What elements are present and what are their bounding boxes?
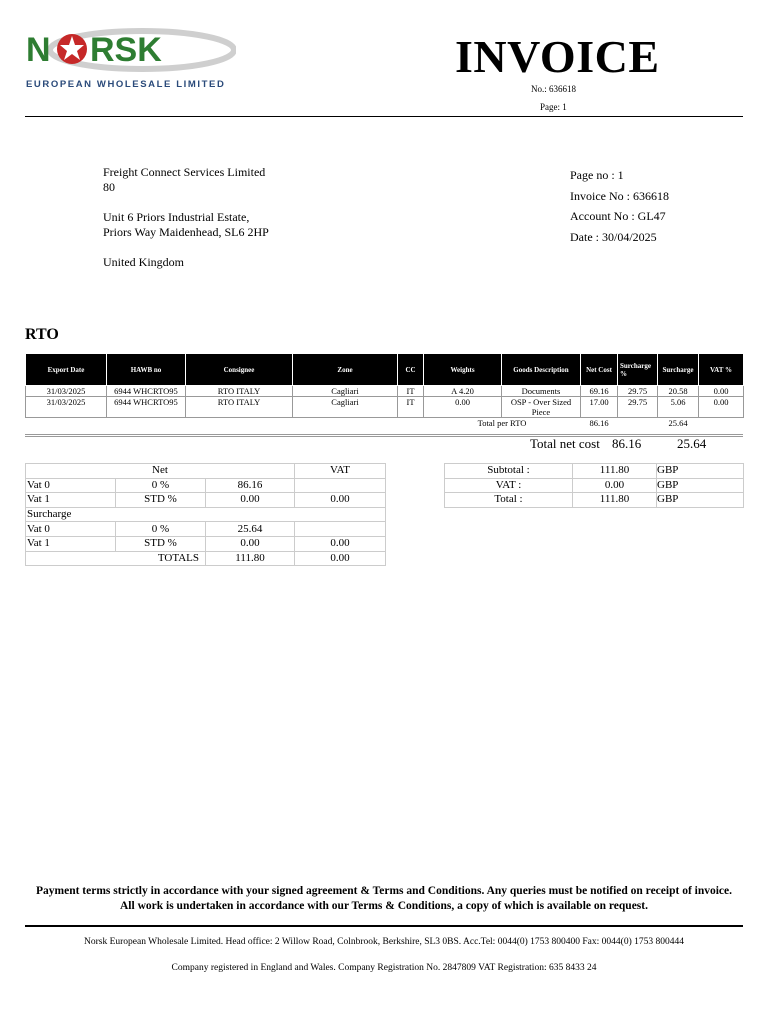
company-logo [24,26,236,92]
summary-value: 111.80 [573,493,657,508]
meta-page-no: Page no : 1 [570,168,624,182]
grand-total-net: 86.16 [612,436,642,451]
table-row [26,386,744,397]
table-cell: 29.75 [618,397,658,418]
col-header: Export Date [26,354,107,386]
grand-total-surcharge: 25.64 [677,436,707,451]
vat-cell: 0.00 [295,536,386,551]
address-line: Freight Connect Services Limited [103,165,266,179]
total-net-cost: 86.16 [581,418,618,429]
logo-tagline: EUROPEAN WHOLESALE LIMITED [26,79,226,90]
address-line: Priors Way Maidenhead, SL6 2HP [103,225,269,239]
total-surcharge: 25.64 [658,418,699,429]
total-divider [25,434,743,435]
vat-cell: STD % [116,536,206,551]
svg-text:RSK: RSK [90,31,162,69]
table-cell: RTO ITALY [186,386,293,397]
table-cell: 0.00 [699,397,744,418]
vat-cell: Vat 1 [26,493,116,508]
invoice-page: Page: 1 [540,102,567,112]
summary-label: VAT : [445,478,573,493]
address-line: Unit 6 Priors Industrial Estate, [103,210,250,224]
address-line: 80 [103,180,115,194]
table-cell: 31/03/2025 [26,386,107,397]
col-header: CC [398,354,424,386]
summary-row [445,493,744,508]
vat-cell: Vat 0 [26,522,116,537]
vat-totals-vat: 0.00 [295,551,386,566]
billing-address [103,165,269,270]
col-header: Surcharge [658,354,699,386]
vat-cell: 0.00 [295,493,386,508]
section-title: RTO [25,326,59,343]
vat-header-row [26,464,386,479]
table-cell: 0.00 [424,397,502,418]
vat-cell: 0 % [116,478,206,493]
vat-row [26,493,386,508]
terms-line-1: Payment terms strictly in accordance with your signed agreement & Terms and Conditions. Any queries must be notified on receipt of invoice. [35,885,733,897]
footer-registration: Company registered in England and Wales. Company Registration No. 2847809 VAT Registration: 635 8433 24 [171,963,597,973]
vat-cell: 0.00 [206,536,295,551]
table-cell: IT [398,397,424,418]
vat-cell [295,478,386,493]
col-header: Zone [293,354,398,386]
table-total-row [26,418,744,429]
header-divider [25,116,743,117]
col-header: Weights [424,354,502,386]
vat-cell: Vat 0 [26,478,116,493]
vat-totals-label: TOTALS [26,551,206,566]
table-cell: 31/03/2025 [26,397,107,418]
vat-totals-net: 111.80 [206,551,295,566]
invoice-summary-table [444,463,744,508]
table-cell: RTO ITALY [186,397,293,418]
total-per-label: Total per RTO [424,418,581,429]
summary-label: Total : [445,493,573,508]
norsk-logo-mark [24,26,236,78]
table-cell: 17.00 [581,397,618,418]
table-cell: 6944 WHCRTO95 [107,386,186,397]
summary-row [445,478,744,493]
vat-totals-row [26,551,386,566]
vat-cell: 0.00 [206,493,295,508]
summary-label: Subtotal : [445,464,573,479]
vat-cell [295,522,386,537]
grand-total-label: Total net cost [530,436,600,451]
col-header: Net Cost [581,354,618,386]
address-line [103,195,269,210]
footer-office: Norsk European Wholesale Limited. Head office: 2 Willow Road, Colnbrook, Berkshire, SL3 0BS. Acc.Tel: 0044(0) 1753 800400 Fax: 0044(0) 1753 800444 [83,937,684,947]
table-cell: OSP - Over Sized Piece [502,397,581,418]
col-header: Goods Description [502,354,581,386]
summary-row [445,464,744,479]
table-cell: 0.00 [699,386,744,397]
table-cell: A 4.20 [424,386,502,397]
meta-account-no: Account No : GL47 [570,209,666,223]
col-header: VAT % [699,354,744,386]
col-header: HAWB no [107,354,186,386]
table-cell: Cagliari [293,386,398,397]
table-cell: 20.58 [658,386,699,397]
vat-row [26,536,386,551]
vat-row [26,522,386,537]
payment-terms [25,884,743,914]
svg-text:N: N [26,31,51,69]
summary-currency: GBP [657,493,744,508]
table-header-row [26,354,744,386]
vat-cell: STD % [116,493,206,508]
vat-surcharge-label: Surcharge [26,507,386,522]
meta-date: Date : 30/04/2025 [570,229,657,244]
address-line: United Kingdom [103,255,184,269]
footer-divider [25,925,743,927]
vat-cell: 25.64 [206,522,295,537]
summary-value: 0.00 [573,478,657,493]
table-cell: 29.75 [618,386,658,397]
table-row [26,397,744,418]
vat-row [26,478,386,493]
vat-cell: 86.16 [206,478,295,493]
meta-invoice-no: Invoice No : 636618 [570,188,669,203]
summary-currency: GBP [657,478,744,493]
table-cell: 69.16 [581,386,618,397]
vat-surcharge-row [26,507,386,522]
invoice-number: No.: 636618 [531,84,576,94]
terms-line-2: All work is undertaken in accordance with our Terms & Conditions, a copy of which is available on request. [120,900,648,912]
table-cell: IT [398,386,424,397]
invoice-meta [570,165,669,247]
vat-cell: Vat 1 [26,536,116,551]
vat-cell: 0 % [116,522,206,537]
vat-summary-table [25,463,386,566]
vat-net-header: Net [26,464,295,479]
col-header: Surcharge % [618,354,658,386]
summary-currency: GBP [657,464,744,479]
col-header: Consignee [186,354,293,386]
table-cell: Cagliari [293,397,398,418]
invoice-title: INVOICE [455,31,660,82]
summary-value: 111.80 [573,464,657,479]
charges-table [25,353,744,429]
table-cell: 5.06 [658,397,699,418]
address-line [103,240,269,255]
vat-vat-header: VAT [295,464,386,479]
table-cell: 6944 WHCRTO95 [107,397,186,418]
table-cell: Documents [502,386,581,397]
